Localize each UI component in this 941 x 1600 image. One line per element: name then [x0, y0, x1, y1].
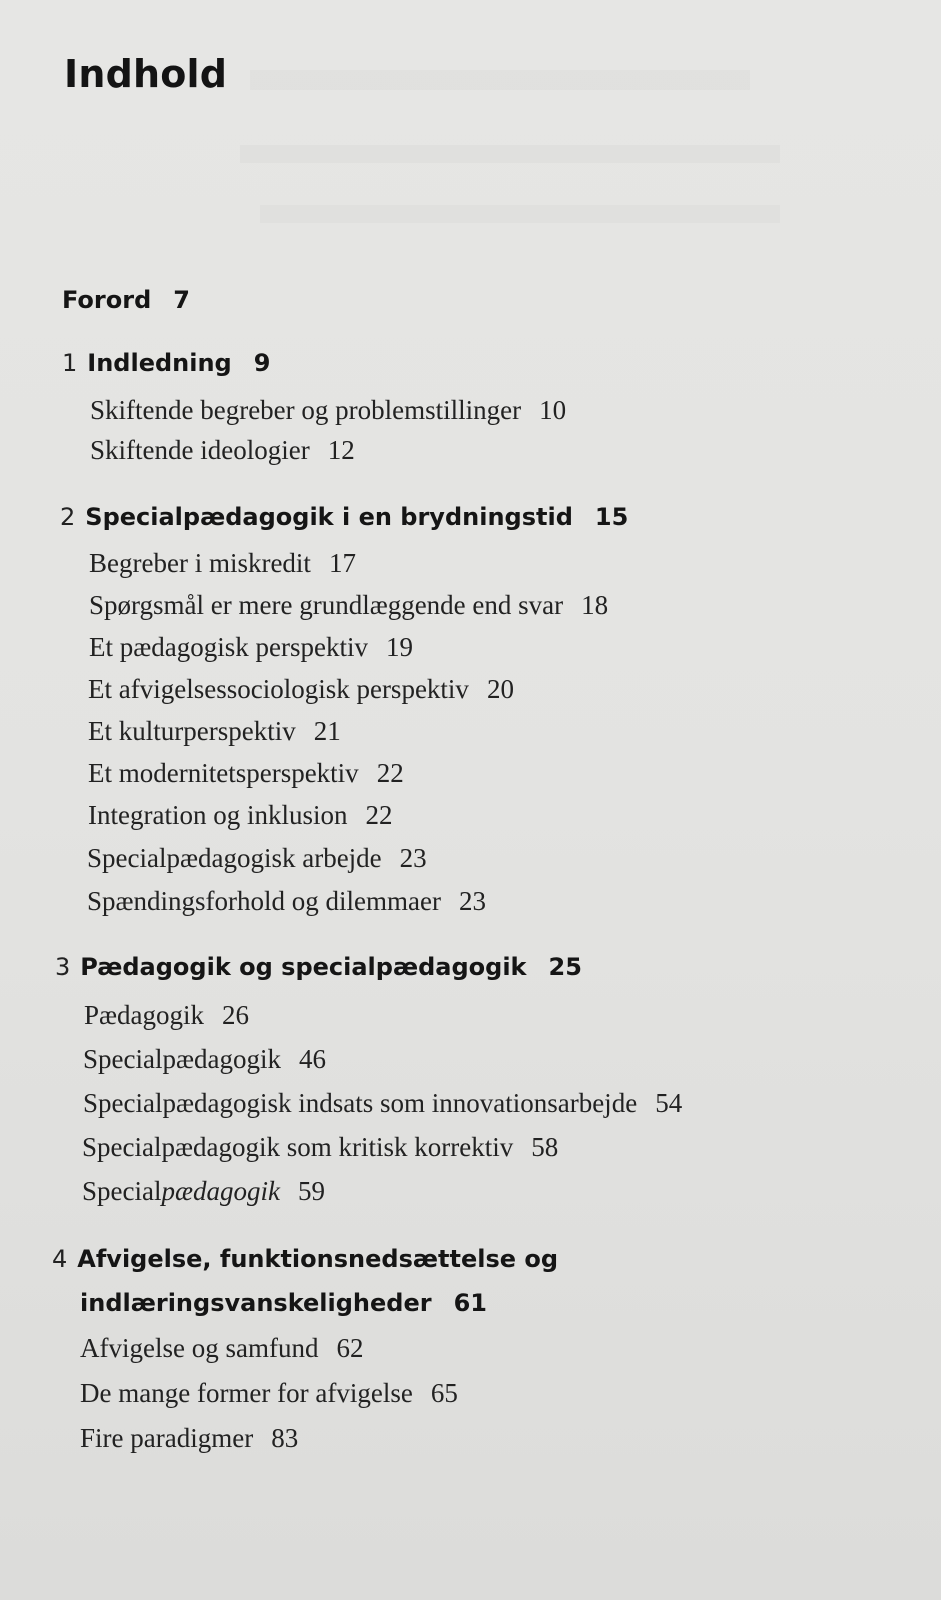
section-page: 20 — [486, 674, 514, 704]
chapter-number: 1 — [62, 349, 78, 377]
page-title: Indhold — [64, 52, 228, 96]
section-label: Specialpædagogik — [83, 1044, 281, 1074]
section-page: 18 — [581, 590, 609, 620]
chapter-title-line2: indlæringsvanskeligheder — [80, 1289, 432, 1317]
section-label: Spændingsforhold og dilemmaer — [87, 886, 441, 916]
section-page: 12 — [327, 435, 355, 465]
section-label: Et pædagogisk perspektiv — [89, 632, 368, 662]
section-label: Afvigelse og samfund — [80, 1333, 319, 1363]
section-page: 54 — [655, 1088, 683, 1118]
section-page: 46 — [298, 1044, 326, 1074]
section-page: 58 — [531, 1132, 559, 1162]
section-label: Spørgsmål er mere grundlæggende end svar — [89, 590, 564, 620]
chapter-number: 3 — [55, 953, 71, 981]
toc-section[interactable] — [89, 590, 608, 621]
section-page: 21 — [313, 716, 341, 746]
toc-section[interactable] — [89, 632, 413, 663]
chapter-page: 25 — [548, 953, 582, 981]
toc-section[interactable] — [88, 800, 392, 831]
section-page: 23 — [458, 886, 486, 916]
section-page: 10 — [539, 395, 567, 425]
section-page: 19 — [385, 632, 413, 662]
chapter-page: 61 — [453, 1289, 487, 1317]
section-label: Skiftende ideologier — [90, 435, 310, 465]
foreword-label: Forord — [62, 286, 152, 314]
toc-section[interactable] — [88, 674, 514, 705]
toc-section[interactable] — [90, 395, 566, 426]
toc-section[interactable] — [83, 1044, 326, 1075]
chapter-title: Indledning — [87, 349, 232, 377]
section-label: Fire paradigmer — [80, 1423, 254, 1453]
toc-section[interactable] — [87, 843, 427, 874]
chapter-page: 15 — [594, 503, 629, 531]
section-page: 26 — [222, 1000, 250, 1030]
toc-foreword[interactable] — [62, 286, 190, 314]
toc-chapter-1[interactable] — [62, 349, 270, 377]
section-label: Specialpædagogisk indsats som innovationsarbejde — [83, 1088, 638, 1118]
section-page: 22 — [365, 800, 393, 830]
chapter-title: Pædagogik og specialpædagogik — [80, 953, 527, 981]
toc-chapter-2[interactable] — [60, 503, 628, 531]
chapter-number: 4 — [52, 1245, 68, 1273]
section-label: Pædagogik — [84, 1000, 205, 1030]
toc-section[interactable] — [80, 1378, 458, 1409]
toc-section[interactable] — [88, 758, 404, 789]
section-label: Skiftende begreber og problemstillinger — [90, 395, 522, 425]
toc-section[interactable] — [80, 1333, 363, 1364]
toc-chapter-4-line2[interactable] — [80, 1289, 487, 1317]
section-page: 59 — [297, 1176, 325, 1206]
section-label: Et afvigelsessociologisk perspektiv — [88, 674, 469, 704]
section-page: 17 — [328, 548, 356, 578]
chapter-number: 2 — [60, 503, 76, 531]
section-page: 65 — [430, 1378, 458, 1408]
toc-section[interactable] — [82, 1176, 325, 1207]
section-label: Et kulturperspektiv — [88, 716, 296, 746]
section-label: Integration og inklusion — [88, 800, 348, 830]
section-label-plain: Special — [82, 1176, 162, 1206]
section-label: Specialpædagogik som kritisk korrektiv — [82, 1132, 514, 1162]
section-label: Et modernitetsperspektiv — [88, 758, 359, 788]
section-label: De mange former for afvigelse — [80, 1378, 413, 1408]
toc-section[interactable] — [82, 1132, 558, 1163]
toc-section[interactable] — [83, 1088, 682, 1119]
toc-section[interactable] — [89, 548, 356, 579]
toc-section[interactable] — [80, 1423, 298, 1454]
section-page: 22 — [376, 758, 404, 788]
chapter-page: 9 — [253, 349, 271, 377]
toc-section[interactable] — [88, 716, 341, 747]
section-page: 62 — [336, 1333, 364, 1363]
toc-section[interactable] — [87, 886, 486, 917]
chapter-title: Specialpædagogik i en brydningstid — [85, 503, 573, 531]
section-label: Begreber i miskredit — [89, 548, 311, 578]
section-label-italic: pædagogik — [161, 1176, 280, 1206]
section-label: Specialpædagogisk arbejde — [87, 843, 382, 873]
toc-chapter-4[interactable] — [52, 1245, 558, 1273]
foreword-page: 7 — [173, 286, 190, 314]
toc-section[interactable] — [90, 435, 355, 466]
section-page: 83 — [271, 1423, 299, 1453]
chapter-title-line1: Afvigelse, funktionsnedsættelse og — [77, 1245, 559, 1273]
toc-chapter-3[interactable] — [55, 953, 582, 981]
toc-section[interactable] — [84, 1000, 249, 1031]
section-page: 23 — [399, 843, 427, 873]
